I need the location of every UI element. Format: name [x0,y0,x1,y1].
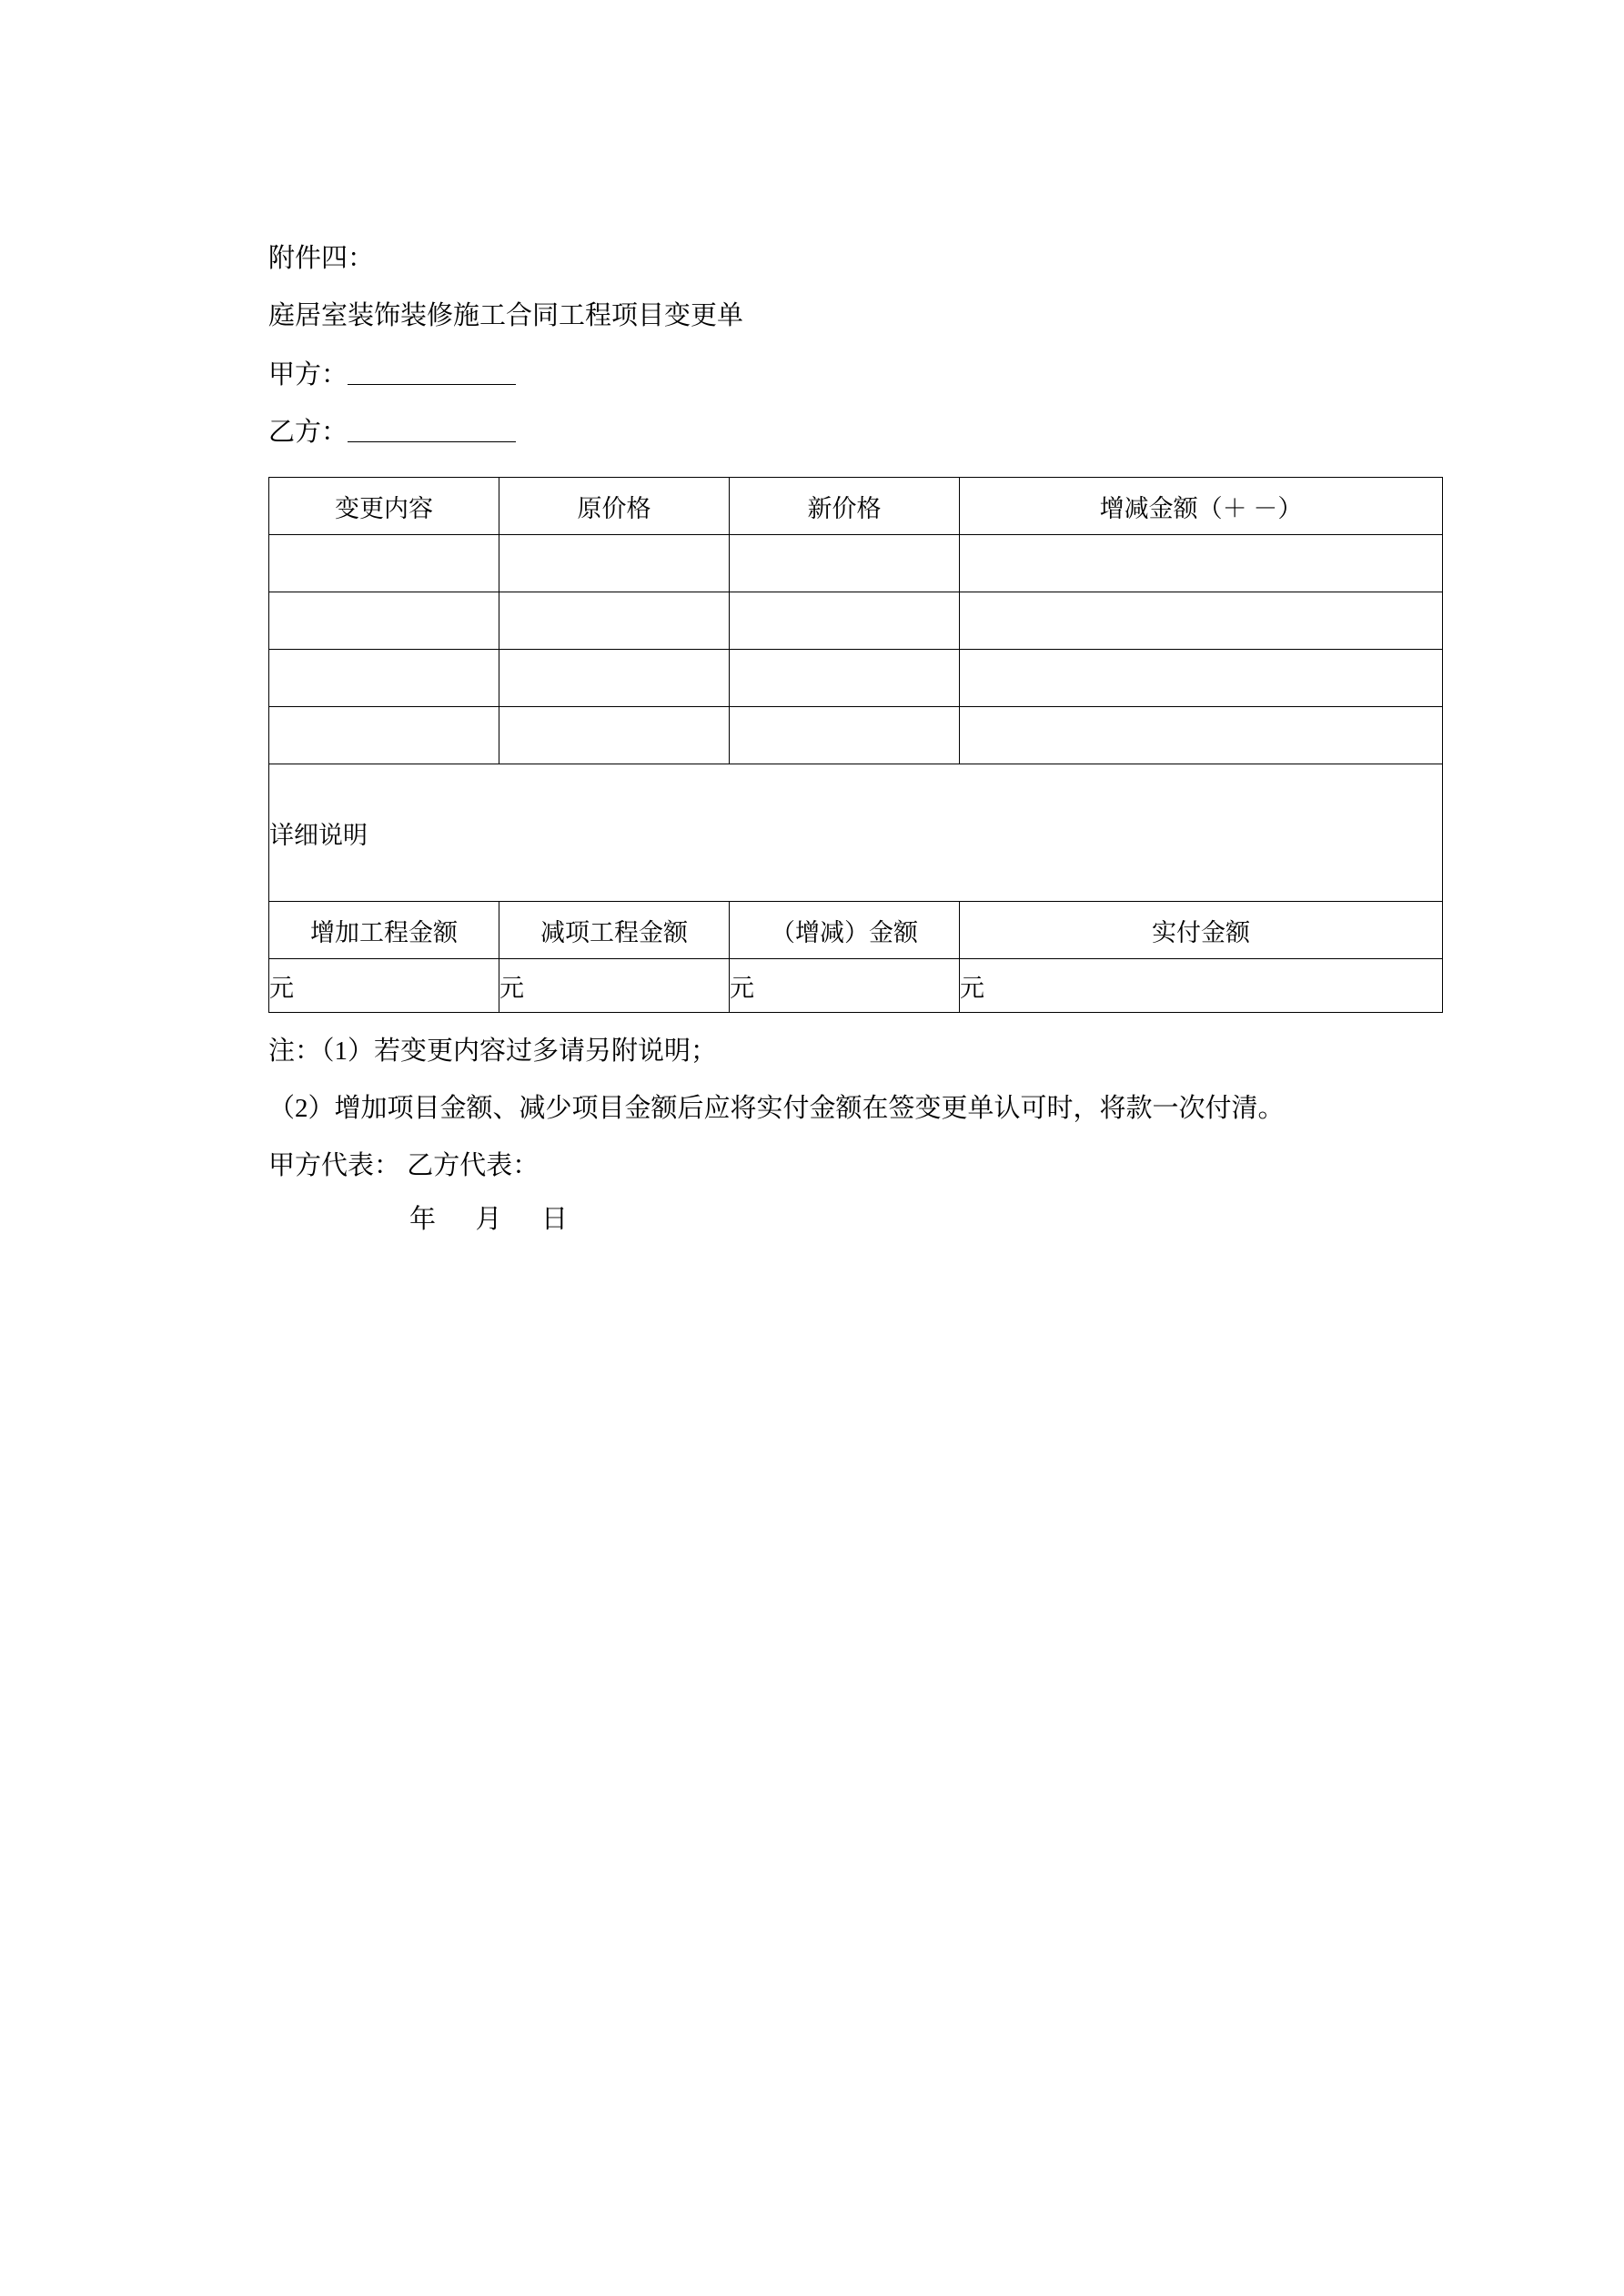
column-header-added-amount: 增加工程金额 [269,902,499,959]
party-b-line [268,420,1442,446]
amount-unit-row [269,959,1443,1013]
cell-change-content[interactable] [269,592,499,650]
table-row [269,592,1443,650]
signature-line: 甲方代表： 乙方代表： [268,1151,540,1180]
attachment-label: 附件四： [268,244,375,273]
cell-change-content[interactable] [269,535,499,592]
cell-original-price[interactable] [499,592,730,650]
detail-row [269,764,1443,902]
cell-original-price[interactable] [499,535,730,592]
cell-change-content[interactable] [269,707,499,764]
party-a-label: 甲方： [268,360,348,389]
column-header-new-price: 新价格 [730,478,960,535]
party-a-line [268,362,1442,389]
cell-original-price[interactable] [499,707,730,764]
party-a-blank[interactable] [348,364,516,385]
note-item-2: （2）增加项目金额、减少项目金额后应将实付金额在签变更单认可时，将款一次付清。 [268,1094,1285,1123]
date-line: 年 月 日 [409,1205,569,1234]
cell-net-amount-unit[interactable]: 元 [730,959,960,1013]
cell-new-price[interactable] [730,592,960,650]
document-title: 庭居室装饰装修施工合同工程项目变更单 [268,301,744,330]
column-header-change-content: 变更内容 [269,478,499,535]
column-header-reduced-amount: 减项工程金额 [499,902,730,959]
column-header-delta-amount: 增减金额（＋ －） [960,478,1443,535]
cell-new-price[interactable] [730,535,960,592]
party-b-blank[interactable] [348,421,516,442]
party-b-label: 乙方： [268,418,348,447]
column-header-net-amount: （增减）金额 [730,902,960,959]
cell-delta-amount[interactable] [960,535,1443,592]
cell-new-price[interactable] [730,650,960,707]
column-header-original-price: 原价格 [499,478,730,535]
cell-original-price[interactable] [499,650,730,707]
cell-delta-amount[interactable] [960,707,1443,764]
cell-change-content[interactable] [269,650,499,707]
table-row [269,650,1443,707]
table-row [269,707,1443,764]
cell-reduced-amount-unit[interactable]: 元 [499,959,730,1013]
cell-delta-amount[interactable] [960,592,1443,650]
table-row [269,535,1443,592]
column-header-payable-amount: 实付金额 [960,902,1443,959]
cell-payable-amount-unit[interactable]: 元 [960,959,1443,1013]
cell-new-price[interactable] [730,707,960,764]
cell-delta-amount[interactable] [960,650,1443,707]
table-header-row [269,478,1443,535]
notes-section [268,1038,1442,1233]
document-content [268,246,1442,1233]
note-item-1: 注：（1）若变更内容过多请另附说明； [268,1037,718,1066]
cell-added-amount-unit[interactable]: 元 [269,959,499,1013]
detail-description-cell[interactable]: 详细说明 [269,764,1443,902]
change-order-table [268,477,1443,1013]
amount-header-row [269,902,1443,959]
